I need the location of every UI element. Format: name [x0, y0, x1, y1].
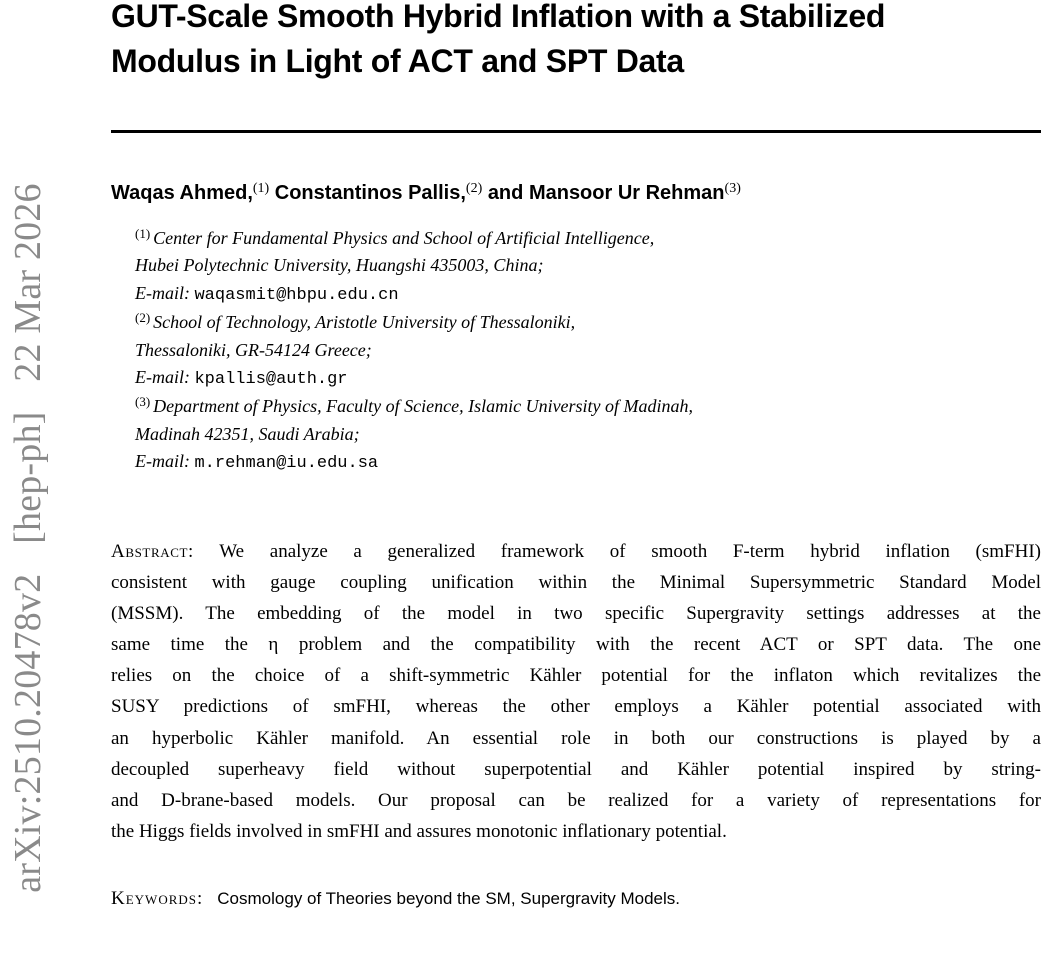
author-affiliation-mark: (1)	[252, 181, 270, 196]
author-name: Mansoor Ur Rehman	[528, 182, 725, 204]
affiliation-line: Hubei Polytechnic University, Huangshi 435003, China;	[135, 255, 544, 276]
abstract-line: consistent with gauge coupling unification within the Minimal Supersymmetric Standard Model	[111, 572, 1041, 594]
affiliation-list	[135, 225, 693, 478]
title-line-2: Modulus in Light of ACT and SPT Data	[111, 43, 684, 79]
keywords-text: Cosmology of Theories beyond the SM, Supergravity Models.	[217, 889, 680, 908]
email-label: E-mail:	[135, 451, 190, 472]
email-label: E-mail:	[135, 367, 190, 388]
affiliation-mark: (2)	[135, 310, 151, 326]
abstract-line: decoupled superheavy field without superpotential and Kähler potential inspired by string-	[111, 758, 1041, 780]
abstract-line: and D-brane-based models. Our proposal can be realized for a variety of representations for	[111, 789, 1041, 811]
abstract-line: (MSSM). The embedding of the model in two specific Supergravity settings addresses at the	[111, 603, 1041, 625]
affiliation-line	[135, 309, 693, 336]
arxiv-category: [hep-ph]	[7, 411, 49, 544]
author-name: Waqas Ahmed,	[111, 182, 253, 204]
affiliation-mark: (1)	[135, 226, 151, 241]
author-name: Constantinos Pallis,	[274, 182, 466, 204]
affiliation-line	[135, 225, 693, 252]
affiliation-text: School of Technology, Aristotle University of Thessaloniki,	[153, 312, 576, 333]
abstract-line: an hyperbolic Kähler manifold. An essential role in both our constructions is played by a	[111, 727, 1041, 749]
abstract-line: the Higgs fields involved in smFHI and assures monotonic inflationary potential.	[111, 820, 727, 842]
affiliation-email-line	[135, 280, 693, 309]
affiliation-email-line	[135, 364, 693, 393]
abstract	[111, 536, 1041, 847]
affiliation-text: Center for Fundamental Physics and School of Artificial Intelligence,	[153, 228, 655, 248]
arxiv-date: 22 Mar 2026	[7, 183, 49, 382]
email-address[interactable]: waqasmit@hbpu.edu.cn	[194, 285, 399, 305]
affiliation-text: Department of Physics, Faculty of Science, Islamic University of Madinah,	[153, 396, 694, 417]
arxiv-side-stamp	[2, 98, 54, 978]
author-list	[111, 178, 741, 208]
email-address[interactable]: m.rehman@iu.edu.sa	[194, 454, 379, 474]
author-conjunction: and	[487, 182, 524, 204]
abstract-label: Abstract:	[111, 541, 194, 562]
affiliation-mark: (3)	[135, 394, 151, 410]
abstract-line: SUSY predictions of smFHI, whereas the other employs a Kähler potential associated with	[111, 696, 1041, 718]
author-affiliation-mark: (2)	[465, 181, 483, 196]
email-address[interactable]: kpallis@auth.gr	[194, 370, 348, 390]
email-label: E-mail:	[135, 282, 190, 303]
abstract-line	[111, 536, 1041, 567]
affiliation-line: Thessaloniki, GR-54124 Greece;	[135, 339, 372, 360]
keywords-label: Keywords:	[111, 888, 204, 909]
title-divider	[111, 130, 1041, 133]
affiliation-line: Madinah 42351, Saudi Arabia;	[135, 423, 360, 444]
abstract-text: We analyze a generalized framework of smooth F-term hybrid inflation (smFHI)	[219, 541, 1041, 562]
paper-title	[111, 0, 1041, 84]
abstract-line: same time the η problem and the compatibility with the recent ACT or SPT data. The one	[111, 634, 1041, 656]
abstract-line: relies on the choice of a shift-symmetric Kähler potential for the inflaton which revitalizes the	[111, 665, 1041, 687]
author-affiliation-mark: (3)	[724, 181, 741, 196]
affiliation-email-line	[135, 448, 693, 477]
title-line-1: GUT-Scale Smooth Hybrid Inflation with a Stabilized	[111, 0, 886, 34]
arxiv-id: arXiv:2510.20478v2	[7, 573, 49, 893]
affiliation-line	[135, 393, 693, 420]
